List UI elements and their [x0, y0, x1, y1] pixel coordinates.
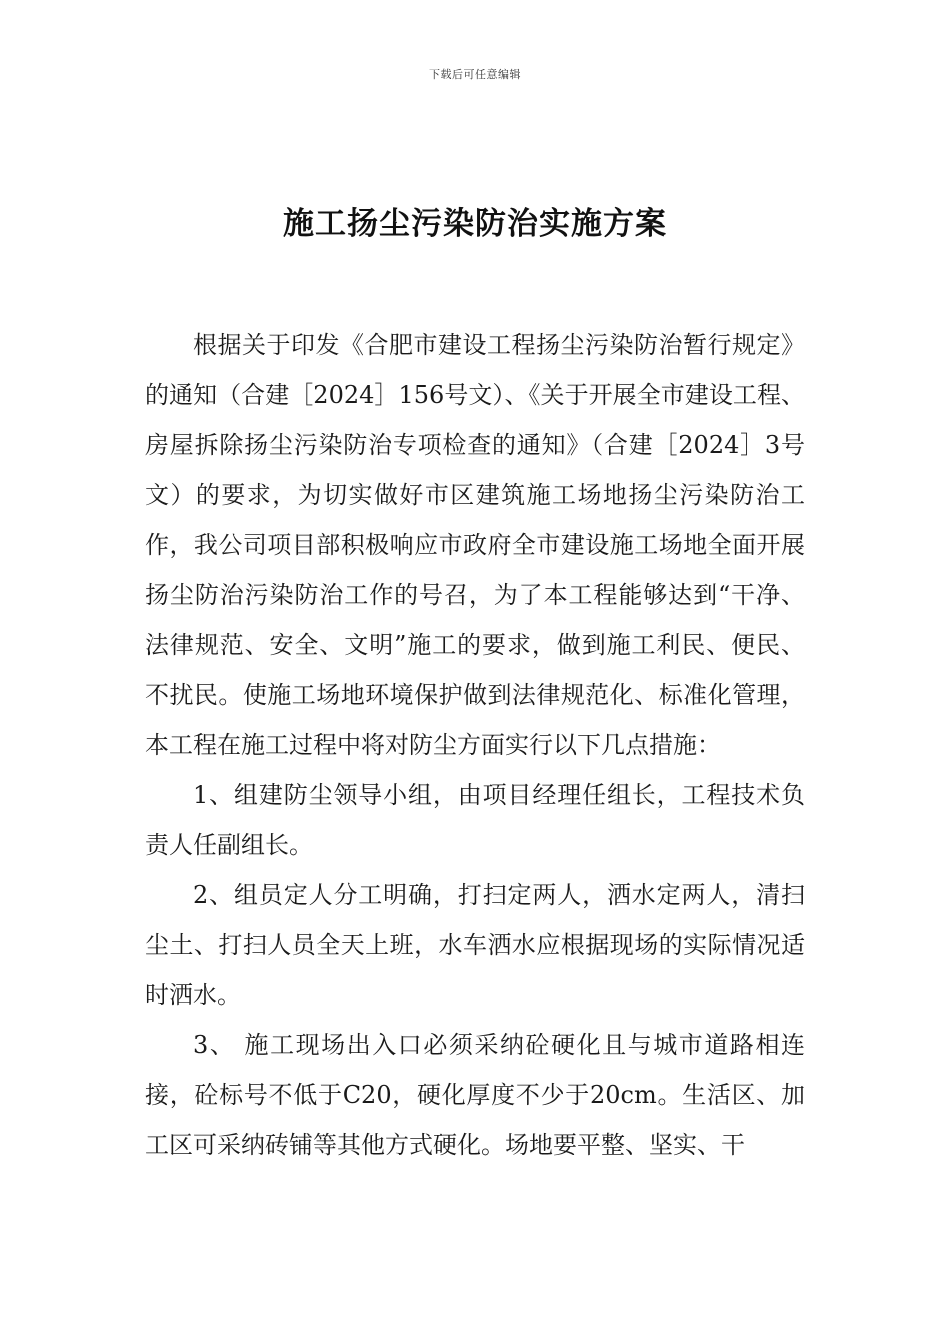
paragraph-intro: 根据关于印发《合肥市建设工程扬尘污染防治暂行规定》的通知（合建［2024］156号文）、《关于开展全市建设工程、房屋拆除扬尘污染防治专项检查的通知》（合建［2024］3号文）的要求，为切实做好市区建筑施工场地扬尘污染防治工作，我公司项目部积极响应市政府全市建设施工场地全面开展扬尘防治污染防治工作的号召，为了本工程能够达到“干净、法律规范、安全、文明”施工的要求，做到施工利民、便民、不扰民。使施工场地环境保护做到法律规范化、标准化管理，本工程在施工过程中将对防尘方面实行以下几点措施：	[145, 331, 805, 759]
paragraph-item-1: 1、组建防尘领导小组，由项目经理任组长，工程技术负责人任副组长。	[145, 781, 805, 859]
paragraph-item-3: 3、 施工现场出入口必须采纳砼硬化且与城市道路相连接，砼标号不低于C20，硬化厚度不少于20cm。生活区、加工区可采纳砖铺等其他方式硬化。场地要平整、坚实、干	[145, 1031, 805, 1159]
header-note: 下载后可任意编辑	[429, 68, 521, 81]
paragraph-item-2: 2、组员定人分工明确，打扫定两人，洒水定两人，清扫尘土、打扫人员全天上班，水车洒水应根据现场的实际情况适时洒水。	[145, 881, 805, 1009]
document-body	[145, 320, 805, 1170]
document-title: 施工扬尘污染防治实施方案	[283, 206, 667, 242]
